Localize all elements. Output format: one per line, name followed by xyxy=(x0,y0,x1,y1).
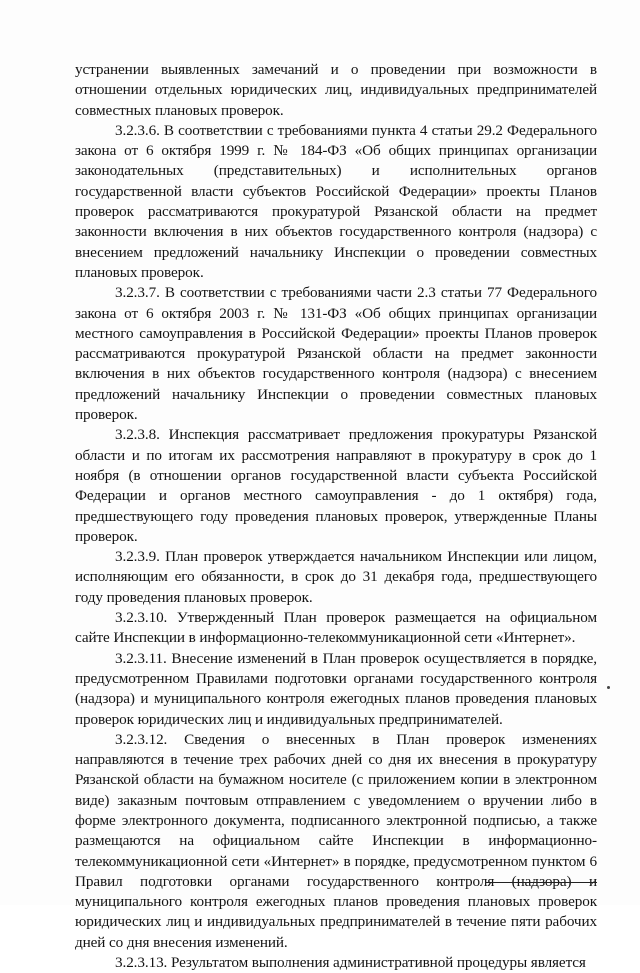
scan-speck xyxy=(607,686,610,689)
paragraph-3-2-3-11: 3.2.3.11. Внесение изменений в План проверок осуществляется в порядке, предусмотренном Правилами подготовки органами государственного контроля (надзора) и муниципального контроля ежегодных планов проведения плановых проверок юридических лиц и индивидуальных предпринимателей. xyxy=(75,649,597,728)
paragraph-continuation: устранении выявленных замечаний и о проведении при возможности в отношении отдельных юридических лиц, индивидуальных предпринимателей совместных плановых проверок. xyxy=(75,61,597,119)
document-body xyxy=(75,60,597,973)
paragraph-3-2-3-8: 3.2.3.8. Инспекция рассматривает предложения прокуратуры Рязанской области и по итогам их рассмотрения направляют в прокуратуру в срок до 1 ноября (в отношении органов государственной власти субъекта Российской Федерации и органов местного самоуправления - до 1 октября) года, предшествующего году проведения плановых проверок, утвержденные Планы проверок. xyxy=(75,426,597,545)
paragraph-3-2-3-6: 3.2.3.6. В соответствии с требованиями пункта 4 статьи 29.2 Федерального закона от 6 октября 1999 г. № 184-ФЗ «Об общих принципах организации законодательных (представительных) и исполнительных органов государственной власти субъектов Российской Федерации» проекты Планов проверок рассматриваются прокуратурой Рязанской области на предмет законности включения в них объектов государственного контроля (надзора) с внесением предложений начальнику Инспекции о проведении совместных плановых проверок. xyxy=(75,121,597,281)
paragraph-3-2-3-12: 3.2.3.12. Сведения о внесенных в План проверок изменениях направляются в течение трех рабочих дней со дня их внесения в прокуратуру Рязанской области на бумажном носителе (с приложением копии в электронном виде) заказным почтовым отправлением с уведомлением о вручении либо в форме электронного документа, подписанного электронной подписью, а также размещаются на официальном сайте Инспекции в информационно-телекоммуникационной сети «Интернет» в порядке, предусмотренном пунктом 6 Правил подготовки органами государственного контроля (надзора) и муниципального контроля ежегодных планов проведения плановых проверок юридических лиц и индивидуальных предпринимателей в течение пяти рабочих дней со дня внесения изменений. xyxy=(75,730,597,951)
footer-rule xyxy=(485,882,597,883)
paragraph-3-2-3-9: 3.2.3.9. План проверок утверждается начальником Инспекции или лицом, исполняющим его обязанности, в срок до 31 декабря года, предшествующего году проведения плановых проверок. xyxy=(75,548,597,606)
paragraph-3-2-3-7: 3.2.3.7. В соответствии с требованиями части 2.3 статьи 77 Федерального закона от 6 октября 2003 г. № 131-ФЗ «Об общих принципах организации местного самоуправления в Российской Федерации» проекты Планов проверок рассматриваются прокуратурой Рязанской области на предмет законности включения в них объектов государственного контроля (надзора) с внесением предложений начальнику Инспекции о проведении совместных плановых проверок. xyxy=(75,284,597,424)
paragraph-3-2-3-13: 3.2.3.13. Результатом выполнения административной процедуры является xyxy=(115,954,586,972)
paragraph-3-2-3-10: 3.2.3.10. Утвержденный План проверок размещается на официальном сайте Инспекции в информационно-телекоммуникационной сети «Интернет». xyxy=(75,609,597,647)
